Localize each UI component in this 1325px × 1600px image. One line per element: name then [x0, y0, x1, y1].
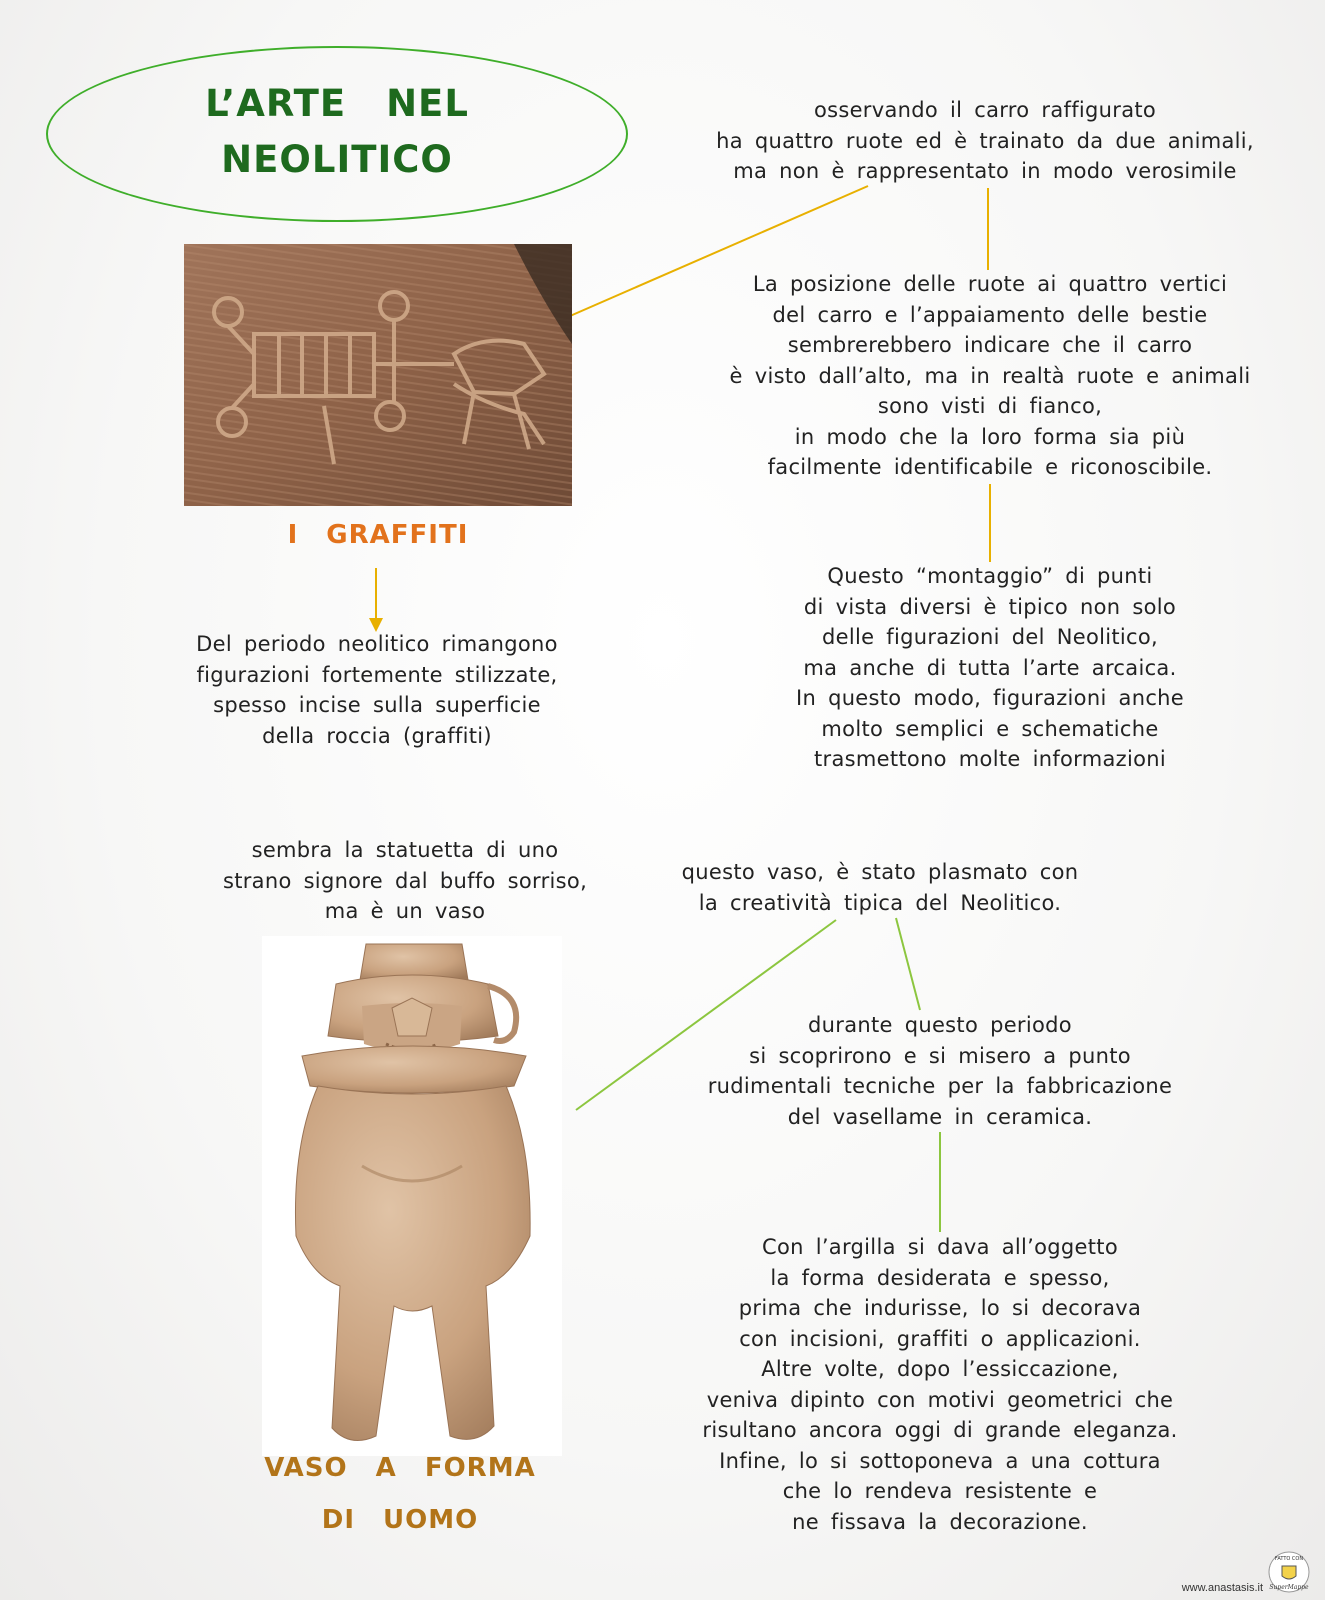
badge-line-1: FATTO CON: [1274, 1556, 1304, 1562]
supermappe-badge-icon: [1267, 1550, 1311, 1594]
graffiti-label: I GRAFFITI: [287, 520, 469, 550]
text-line: La posizione delle ruote ai quattro vertici: [752, 272, 1228, 296]
text-line: ma è un vaso: [324, 899, 486, 923]
text-line: facilmente identificabile e riconoscibile.: [767, 455, 1213, 479]
text-line: rudimentali tecniche per la fabbricazione: [707, 1074, 1173, 1098]
text-line: durante questo periodo: [808, 1013, 1072, 1037]
text-line: la creatività tipica del Neolitico.: [698, 890, 1062, 915]
text-line: della roccia (graffiti): [262, 723, 492, 748]
carro-montaggio-text: [700, 561, 1280, 775]
title-line-1: L’ARTE NEL: [205, 82, 469, 125]
text-line: Altre volte, dopo l’essiccazione,: [761, 1357, 1119, 1381]
text-line: In questo modo, figurazioni anche: [795, 686, 1185, 710]
text-line: in modo che la loro forma sia più: [794, 424, 1186, 449]
text-line: ma anche di tutta l’arte arcaica.: [803, 655, 1177, 680]
text-line: delle figurazioni del Neolitico,: [821, 625, 1159, 649]
text-line: del vasellame in ceramica.: [787, 1104, 1093, 1129]
text-line: Infine, lo si sottoponeva a una cottura: [719, 1448, 1161, 1473]
text-line: del carro e l’appaiamento delle bestie: [772, 302, 1208, 327]
text-line: sembra la statuetta di uno: [251, 838, 559, 862]
carro-posizione-text: [680, 269, 1300, 483]
text-line: Con l’argilla si dava all’oggetto: [762, 1235, 1118, 1259]
badge-line-2: SuperMappe: [1269, 1584, 1309, 1591]
text-line: di vista diversi è tipico non solo: [803, 594, 1177, 619]
text-line: sembrerebbero indicare che il carro: [787, 333, 1193, 357]
text-line: strano signore dal buffo sorriso,: [222, 868, 588, 893]
text-line: veniva dipinto con motivi geometrici che: [706, 1387, 1174, 1412]
text-line: trasmettono molte informazioni: [814, 747, 1166, 771]
carro-observation-text: [670, 95, 1300, 187]
label-line: DI UOMO: [321, 1505, 479, 1535]
footer-site[interactable]: www.anastasis.it: [1181, 1582, 1263, 1594]
text-line: molto semplici e schematiche: [821, 716, 1159, 741]
connector-creativita-to-periodo: [896, 918, 920, 1010]
graffiti-description: [110, 629, 644, 751]
text-line: Questo “montaggio” di punti: [827, 564, 1153, 588]
page-title: [46, 76, 628, 188]
text-line: è visto dall’alto, ma in realtà ruote e animali: [729, 363, 1251, 388]
vase-photo-image: [262, 936, 562, 1456]
text-line: prima che indurisse, lo si decorava: [738, 1296, 1142, 1320]
title-line-2: NEOLITICO: [221, 138, 453, 181]
text-line: con incisioni, graffiti o applicazioni.: [739, 1326, 1141, 1351]
text-line: osservando il carro raffigurato: [813, 98, 1157, 122]
vaso-periodo-text: [660, 1010, 1220, 1132]
text-line: ma non è rappresentato in modo verosimile: [733, 159, 1237, 183]
text-line: sono visti di fianco,: [877, 394, 1103, 418]
label-line: VASO A FORMA: [264, 1453, 536, 1483]
graffiti-photo-image: [184, 244, 572, 506]
vaso-caption: [180, 835, 630, 927]
text-line: questo vaso, è stato plasmato con: [681, 860, 1079, 884]
vaso-argilla-text: [650, 1232, 1230, 1537]
text-line: che lo rendeva resistente e: [782, 1479, 1098, 1503]
vaso-creativita-text: [650, 857, 1110, 918]
vaso-label: [200, 1442, 600, 1546]
text-line: Del periodo neolitico rimangono: [196, 632, 558, 656]
text-line: ne fissava la decorazione.: [792, 1509, 1088, 1534]
text-line: si scoprirono e si misero a punto: [749, 1043, 1131, 1068]
text-line: la forma desiderata e spesso,: [770, 1265, 1110, 1290]
text-line: spesso incise sulla superficie: [213, 693, 541, 717]
text-line: ha quattro ruote ed è trainato da due animali,: [716, 128, 1254, 153]
text-line: figurazioni fortemente stilizzate,: [196, 662, 558, 687]
text-line: risultano ancora oggi di grande eleganza.: [702, 1418, 1178, 1442]
